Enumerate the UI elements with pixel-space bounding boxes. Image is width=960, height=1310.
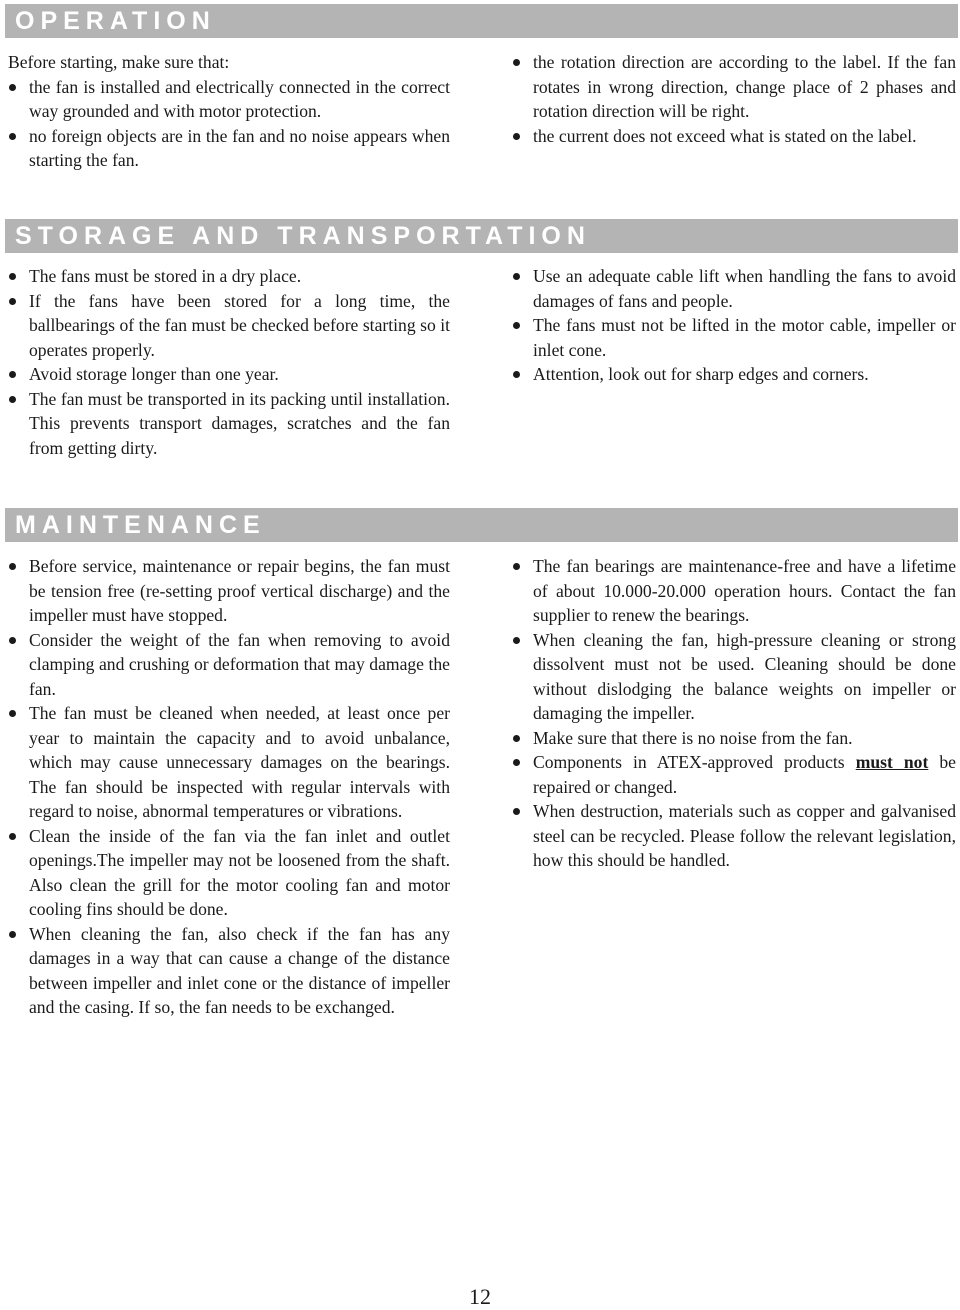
storage-right-list (512, 264, 956, 387)
atex-emphasis: must not (855, 752, 929, 772)
operation-left-column (8, 50, 450, 173)
storage-right-column (512, 264, 956, 387)
list-item: the current does not exceed what is stated on the label. (512, 124, 956, 149)
list-item: Before service, maintenance or repair begins, the fan must be tension free (re-setting proof vertical discharge) and the impeller must have stopped. (8, 554, 450, 628)
atex-text-after: be repaired or changed. (533, 752, 956, 797)
list-item: The fans must be stored in a dry place. (8, 264, 450, 289)
list-item: The fan bearings are maintenance-free and have a lifetime of about 10.000-20.000 operation hours. Contact the fan supplier to renew the bearings. (512, 554, 956, 628)
maintenance-left-list (8, 554, 450, 1020)
page-number: 12 (469, 1284, 491, 1309)
storage-header (5, 219, 958, 253)
maintenance-right-list (512, 554, 956, 873)
list-item: Consider the weight of the fan when removing to avoid clamping and crushing or deformation that may damage the fan. (8, 628, 450, 702)
list-item: Make sure that there is no noise from the fan. (512, 726, 956, 751)
list-item: The fans must not be lifted in the motor cable, impeller or inlet cone. (512, 313, 956, 362)
storage-left-column (8, 264, 450, 460)
list-item: Use an adequate cable lift when handling the fans to avoid damages of fans and people. (512, 264, 956, 313)
maintenance-left-column (8, 554, 450, 1020)
list-item: When destruction, materials such as copper and galvanised steel can be recycled. Please follow the relevant legislation, how this should be handled. (512, 799, 956, 873)
list-item: When cleaning the fan, also check if the fan has any damages in a way that can cause a change of the distance between impeller and inlet cone or the distance of impeller and the casing. If so, the fan needs to be exchanged. (8, 922, 450, 1020)
list-item: Attention, look out for sharp edges and corners. (512, 362, 956, 387)
list-item: Clean the inside of the fan via the fan inlet and outlet openings.The impeller may not be loosened from the shaft. Also clean the grill for the motor cooling fan and motor cooling fins should be done. (8, 824, 450, 922)
list-item: The fan must be transported in its packing until installation. This prevents transport damages, scratches and the fan from getting dirty. (8, 387, 450, 461)
operation-title: OPERATION (15, 7, 216, 35)
atex-text-before: Components in ATEX-approved products (533, 752, 856, 772)
list-item: Avoid storage longer than one year. (8, 362, 450, 387)
operation-header (5, 4, 958, 38)
list-item: the fan is installed and electrically connected in the correct way grounded and with motor protection. (8, 75, 450, 124)
storage-title: STORAGE AND TRANSPORTATION (15, 222, 591, 250)
maintenance-right-column (512, 554, 956, 873)
operation-right-list (512, 50, 956, 148)
maintenance-title: MAINTENANCE (15, 511, 266, 539)
storage-left-list (8, 264, 450, 460)
maintenance-header (5, 508, 958, 542)
operation-intro: Before starting, make sure that: (8, 52, 230, 72)
list-item: the rotation direction are according to the label. If the fan rotates in wrong direction, change place of 2 phases and rotation direction will be right. (512, 50, 956, 124)
operation-right-column (512, 50, 956, 148)
list-item: The fan must be cleaned when needed, at least once per year to maintain the capacity and to avoid unbalance, which may cause unnecessary damages on the bearings. The fan should be inspected with regular intervals with regard to noise, abnormal temperatures or vibrations. (8, 701, 450, 824)
list-item: no foreign objects are in the fan and no noise appears when starting the fan. (8, 124, 450, 173)
list-item-atex (512, 750, 956, 799)
operation-left-list (8, 75, 450, 173)
list-item: If the fans have been stored for a long time, the ballbearings of the fan must be checked before starting so it operates properly. (8, 289, 450, 363)
list-item: When cleaning the fan, high-pressure cleaning or strong dissolvent must not be used. Cleaning should be done without dislodging the balance weights on impeller or damaging the impeller. (512, 628, 956, 726)
